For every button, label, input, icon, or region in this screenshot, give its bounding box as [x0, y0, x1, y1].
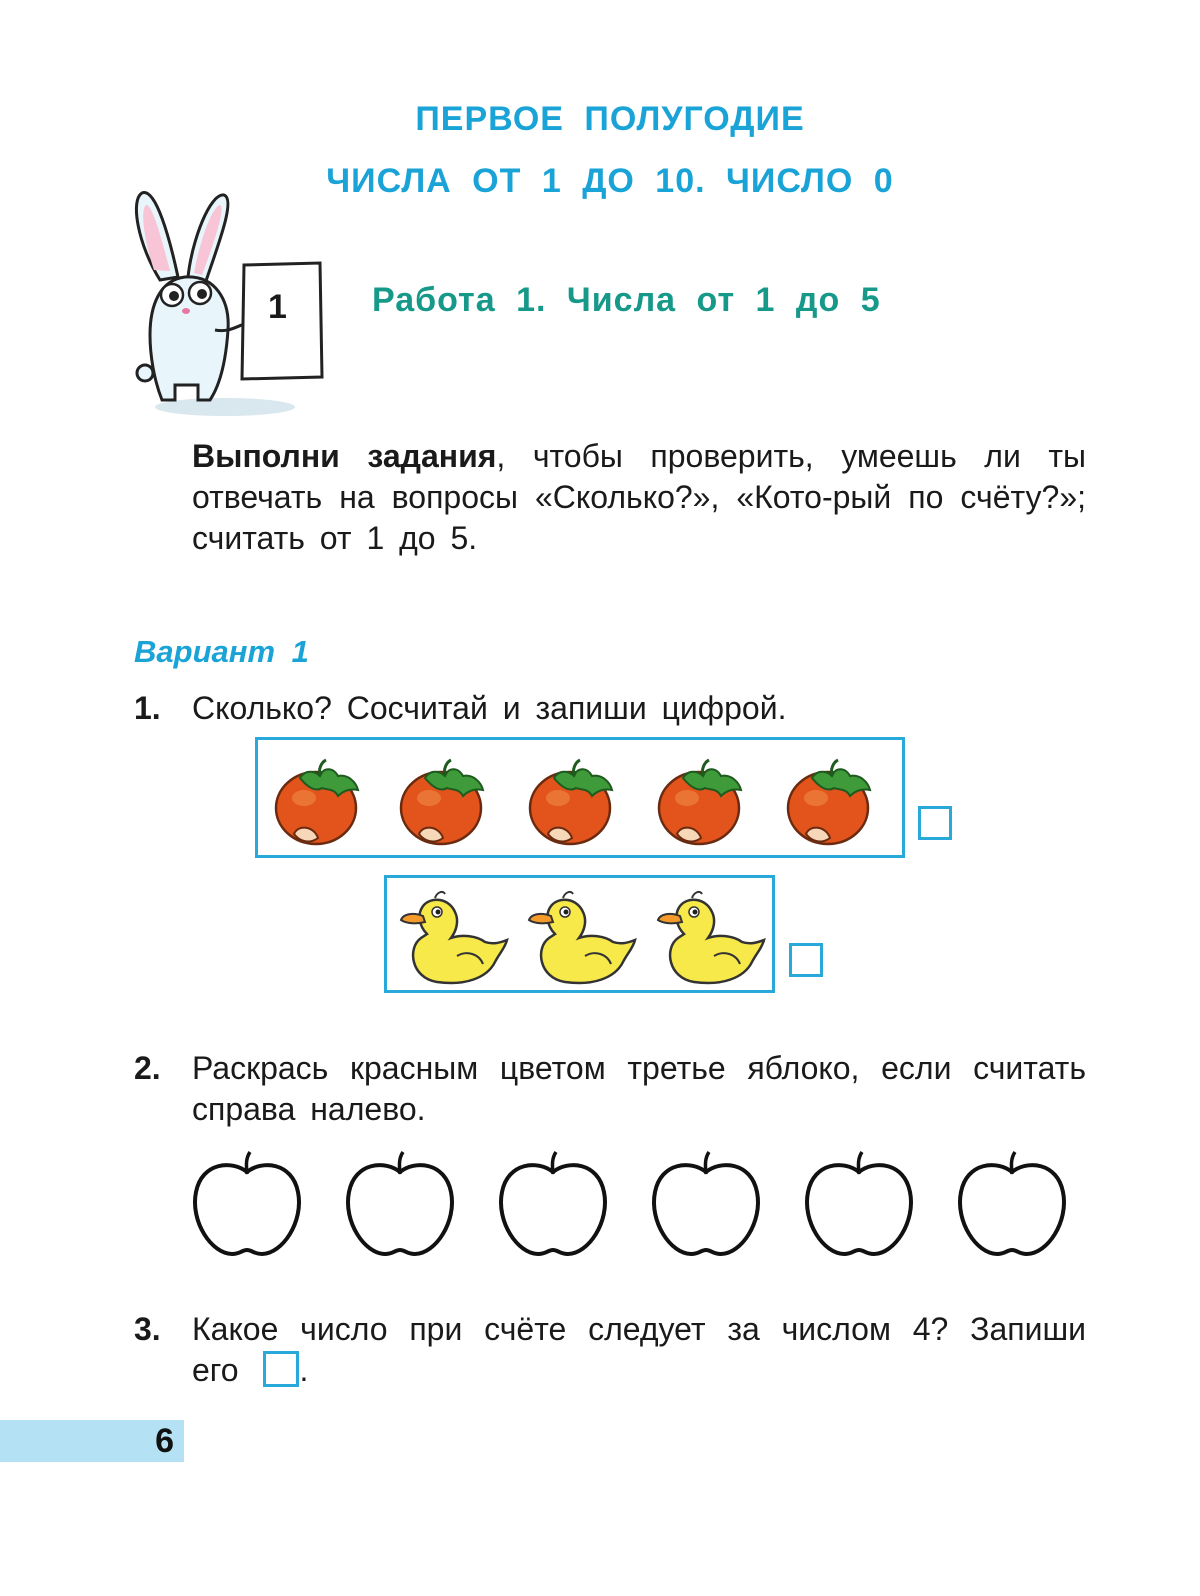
task-1-number: 1.: [134, 690, 161, 726]
tomato-icon: [276, 760, 358, 844]
apple-outline-icon[interactable]: [807, 1152, 911, 1254]
lesson-title: Работа 1. Числа от 1 до 5: [372, 281, 881, 319]
apple-outline-icon[interactable]: [195, 1152, 299, 1254]
tomato-icon: [401, 760, 483, 844]
apple-outline-icon[interactable]: [960, 1152, 1064, 1254]
duckling-icon: [401, 892, 507, 983]
task-2-number: 2.: [134, 1050, 161, 1086]
intro-bold: Выполни задания: [192, 438, 497, 474]
answer-box-tomatoes[interactable]: [918, 806, 952, 840]
apple-outline-icon[interactable]: [348, 1152, 452, 1254]
task-3-number: 3.: [134, 1311, 161, 1347]
answer-box-ducklings[interactable]: [789, 943, 823, 977]
mascot-card-number: 1: [268, 288, 287, 326]
task-3-period: .: [299, 1352, 309, 1388]
intro-rest: , чтобы проверить, умеешь ли ты отвечать на вопросы «Сколько?», «Кото-рый по счёту?»; считать от 1 до 5.: [192, 438, 1087, 556]
task-2-text: Раскрась красным цветом третье яблоко, если считать справа налево.: [192, 1050, 1086, 1127]
variant-label: Вариант 1: [134, 634, 309, 669]
section-title: ПЕРВОЕ ПОЛУГОДИЕ: [415, 100, 805, 138]
tomato-icon: [530, 760, 612, 844]
duckling-icon: [658, 892, 764, 983]
bunny-icon: [120, 185, 340, 420]
intro-paragraph: [192, 436, 1086, 559]
topic-title: ЧИСЛА ОТ 1 ДО 10. ЧИСЛО 0: [326, 162, 894, 200]
task-3-question: Какое число при счёте следует за числом 4? Запиши его: [192, 1311, 1086, 1388]
task-1-text: Сколько? Сосчитай и запиши цифрой.: [192, 690, 787, 726]
answer-box-next-number[interactable]: [263, 1351, 299, 1387]
apple-outline-icon[interactable]: [654, 1152, 758, 1254]
ducklings-frame: [384, 875, 775, 993]
task-3-text: [192, 1309, 1086, 1391]
tomato-icon: [659, 760, 741, 844]
tomatoes-frame: [255, 737, 905, 858]
bunny-mascot: [120, 185, 340, 420]
page-number: 6: [0, 1420, 184, 1462]
tomato-row: [258, 740, 902, 855]
apple-outline-icon[interactable]: [501, 1152, 605, 1254]
duckling-icon: [529, 892, 635, 983]
apples-row: [190, 1148, 1070, 1258]
tomato-icon: [788, 760, 870, 844]
duckling-row: [387, 878, 772, 990]
